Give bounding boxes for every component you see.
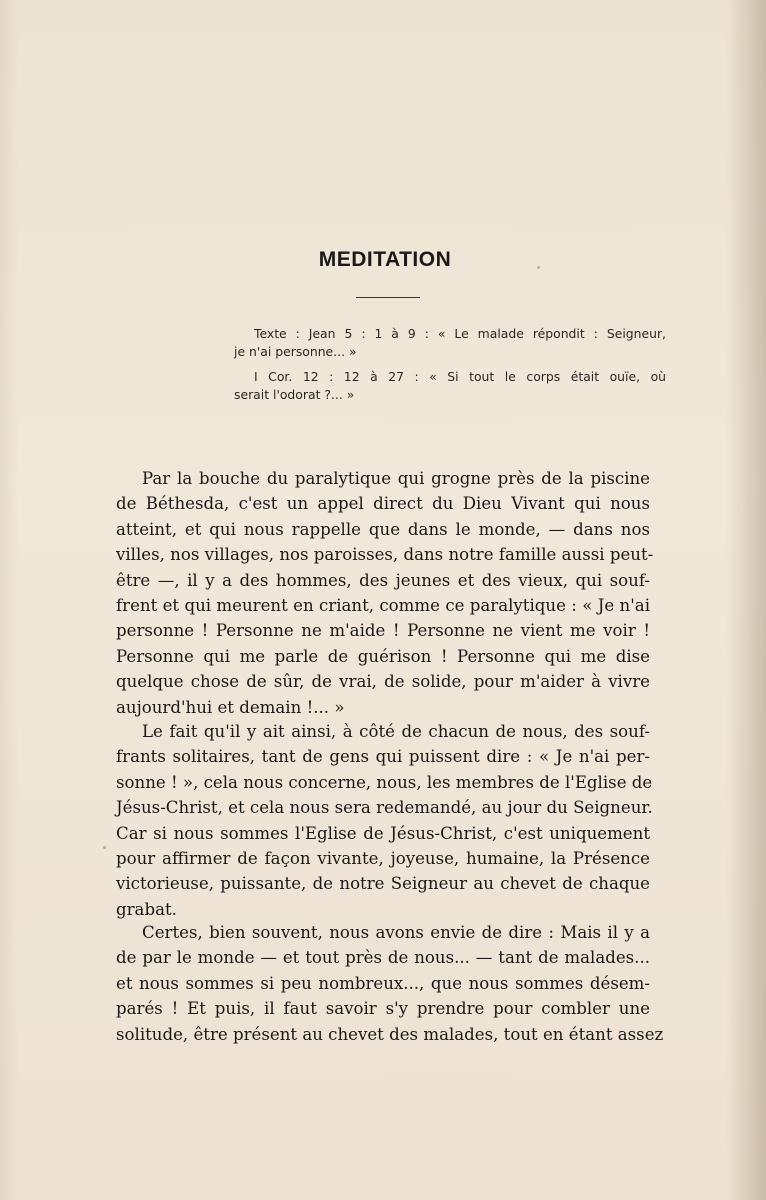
text-line: quelque chose de sûr, de vrai, de solide, pour m'aider à vivre <box>116 672 650 692</box>
text-line: personne ! Personne ne m'aide ! Personne ne vient me voir ! <box>116 621 650 641</box>
text-line: frants solitaires, tant de gens qui puissent dire : « Je n'ai per- <box>116 747 650 767</box>
text-line: et nous sommes si peu nombreux..., que nous sommes désem- <box>116 973 650 993</box>
epigraph-line: I Cor. 12 : 12 à 27 : « Si tout le corps était ouïe, où <box>254 369 666 384</box>
epigraph-line: je n'ai personne... » <box>234 344 357 359</box>
paragraph-3 <box>116 920 664 1047</box>
text-line: de par le monde — et tout près de nous... — tant de malades... <box>116 948 650 968</box>
text-line: solitude, être présent au chevet des malades, tout en étant assez <box>116 1024 664 1044</box>
paper-speck <box>537 266 540 269</box>
epigraph-quote-2 <box>234 368 666 404</box>
paper-speck <box>103 846 106 849</box>
text-line: victorieuse, puissante, de notre Seigneur au chevet de chaque <box>116 874 650 894</box>
text-line: frent et qui meurent en criant, comme ce paralytique : « Je n'ai <box>116 595 650 615</box>
text-line: parés ! Et puis, il faut savoir s'y prendre pour combler une <box>116 999 650 1019</box>
epigraph-quote-1 <box>234 325 666 361</box>
page-title: MEDITATION <box>318 248 452 271</box>
epigraph-line: Texte : Jean 5 : 1 à 9 : « Le malade répondit : Seigneur, <box>254 326 666 341</box>
paragraph-1 <box>116 466 654 720</box>
title-divider <box>356 297 420 298</box>
text-line: villes, nos villages, nos paroisses, dans notre famille aussi peut- <box>116 545 654 565</box>
paragraph-2 <box>116 719 653 922</box>
text-line: Par la bouche du paralytique qui grogne près de la piscine <box>142 469 650 488</box>
text-line: Le fait qu'il y ait ainsi, à côté de chacun de nous, des souf- <box>142 722 650 741</box>
text-line: Personne qui me parle de guérison ! Personne qui me dise <box>116 646 650 666</box>
text-line: être —, il y a des hommes, des jeunes et des vieux, qui souf- <box>116 570 650 590</box>
epigraph-line: serait l'odorat ?... » <box>234 387 355 402</box>
text-line: atteint, et qui nous rappelle que dans le monde, — dans nos <box>116 519 650 539</box>
text-line: grabat. <box>116 899 177 919</box>
text-line: aujourd'hui et demain !... » <box>116 697 345 717</box>
text-line: Certes, bien souvent, nous avons envie de dire : Mais il y a <box>142 923 650 942</box>
text-line: Jésus-Christ, et cela nous sera redemandé, au jour du Seigneur. <box>116 798 653 818</box>
text-line: sonne ! », cela nous concerne, nous, les membres de l'Eglise de <box>116 772 653 792</box>
text-line: pour affirmer de façon vivante, joyeuse, humaine, la Présence <box>116 848 650 868</box>
text-line: de Béthesda, c'est un appel direct du Dieu Vivant qui nous <box>116 494 650 514</box>
text-line: Car si nous sommes l'Eglise de Jésus-Christ, c'est uniquement <box>116 823 650 843</box>
